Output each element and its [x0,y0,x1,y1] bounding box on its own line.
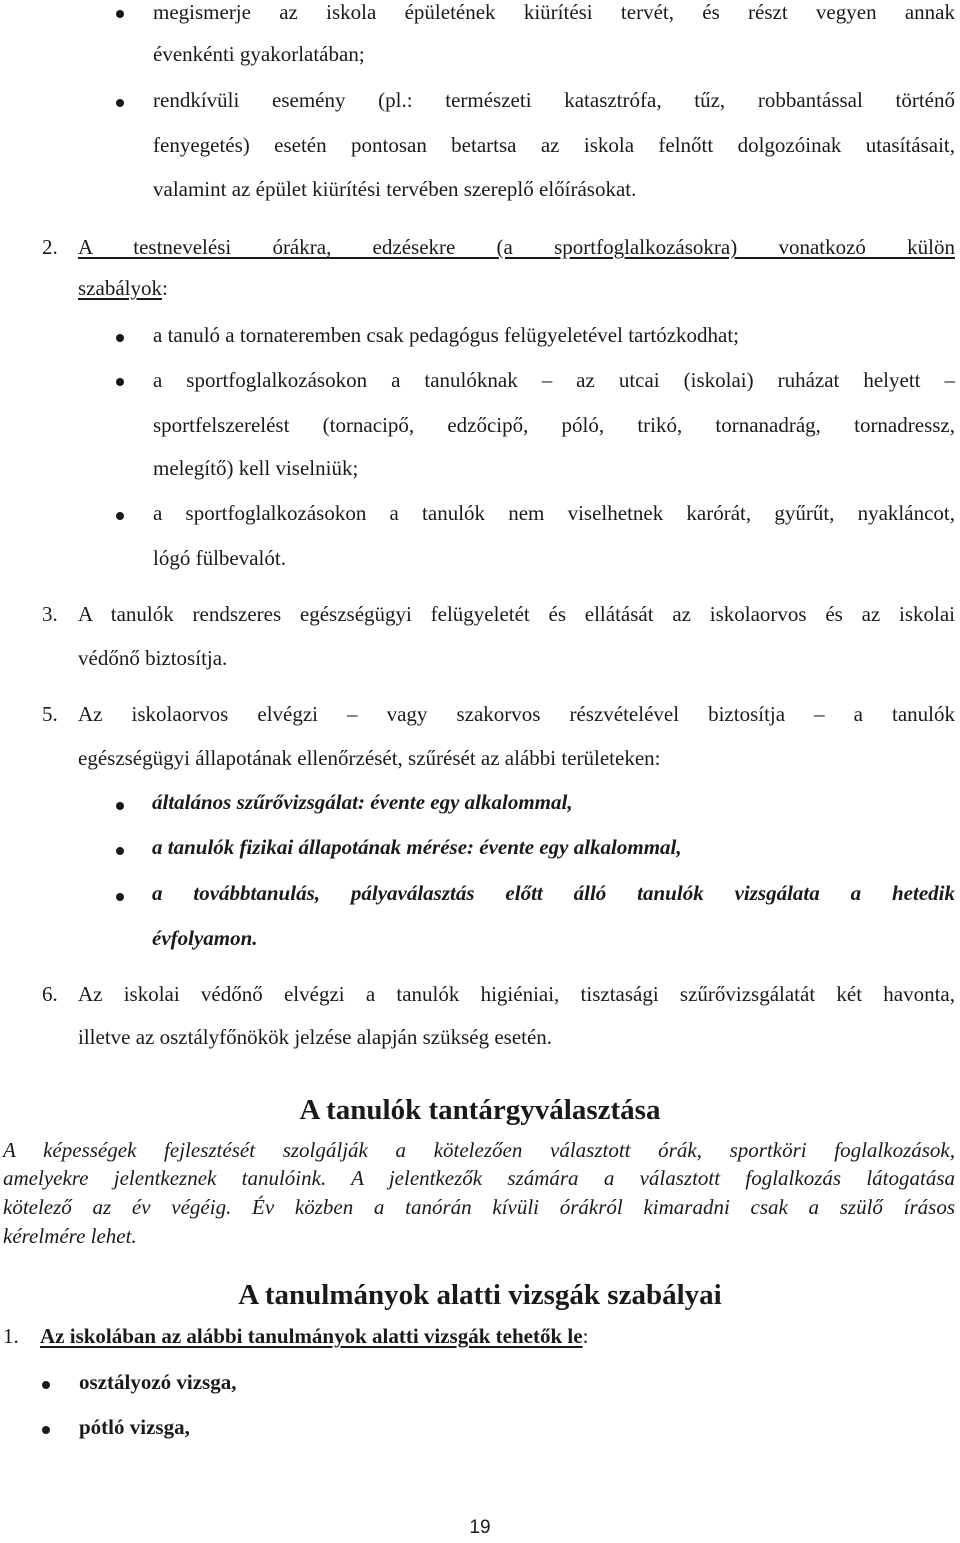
bullet-text: sportfelszerelést (tornacipő, edzőcipő, póló, trikó, tornanadrág, tornadressz, [153,413,955,437]
section-number: 5. [42,702,58,726]
bullet-text: évenkénti gyakorlatában; [153,42,365,66]
section-number: 6. [42,982,58,1006]
list-number: 1. [3,1324,19,1348]
list-item-heading: Az iskolában az alábbi tanulmányok alatti vizsgák tehetők le [40,1324,583,1348]
paragraph-text: kötelező az év végéig. Év közben a tanórán kívüli órákról kimaradni csak a szülő írásos [3,1195,955,1219]
bullet-icon [116,99,124,107]
bullet-icon [42,1426,50,1434]
bullet-icon [116,802,124,810]
colon: : [161,276,168,300]
paragraph-text: A tanulók rendszeres egészségügyi felügyeletét és ellátását az iskolaorvos és az iskolai [78,602,955,626]
section-number: 3. [42,602,58,626]
paragraph-text: amelyekre jelentkeznek tanulóink. A jelentkezők számára a választott foglalkozás látogatása [3,1166,955,1190]
bullet-text: melegítő) kell viselniük; [153,456,359,480]
colon: : [582,1324,589,1348]
paragraph-text: kérelmére lehet. [3,1224,137,1248]
bullet-text: rendkívüli esemény (pl.: természeti katasztrófa, tűz, robbantással történő [153,88,955,112]
bullet-text: pótló vizsga, [79,1415,190,1439]
bullet-text: valamint az épület kiürítési tervében szereplő előírásokat. [153,177,637,201]
bullet-icon [116,847,124,855]
paragraph-text: illetve az osztályfőnökök jelzése alapján szükség esetén. [78,1025,553,1049]
section-heading: A testnevelési órákra, edzésekre (a sportfoglalkozásokra) vonatkozó külön [78,235,955,259]
paragraph-text: A képességek fejlesztését szolgálják a kötelezően választott órák, sportköri foglalkozások, [3,1138,955,1162]
section-heading-cont [78,276,168,301]
paragraph-text: Az iskolai védőnő elvégzi a tanulók higiéniai, tisztasági szűrővizsgálatát két havonta, [78,982,955,1006]
paragraph-text: Az iskolaorvos elvégzi – vagy szakorvos részvételével biztosítja – a tanulók [78,702,955,726]
bullet-icon [116,378,124,386]
bullet-text: a továbbtanulás, pályaválasztás előtt álló tanulók vizsgálata a hetedik [152,881,955,905]
paragraph-text: védőnő biztosítja. [78,646,228,670]
section-title: A tanulók tantárgyválasztása [299,1094,661,1126]
bullet-text: a sportfoglalkozásokon a tanulóknak – az utcai (iskolai) ruházat helyett – [153,368,955,392]
bullet-text: lógó fülbevalót. [153,546,286,570]
section-number: 2. [42,235,58,259]
bullet-text: fenyegetés) esetén pontosan betartsa az iskola felnőtt dolgozóinak utasításait, [153,133,955,157]
list-item [40,1324,588,1349]
page-number: 19 [469,1517,491,1538]
bullet-icon [116,10,124,18]
paragraph-text: egészségügyi állapotának ellenőrzését, szűrését az alábbi területeken: [78,746,661,770]
section-title: A tanulmányok alatti vizsgák szabályai [238,1279,722,1311]
bullet-icon [116,334,124,342]
bullet-text: osztályozó vizsga, [79,1370,237,1394]
bullet-text: a tanulók fizikai állapotának mérése: évente egy alkalommal, [152,835,682,859]
bullet-text: a sportfoglalkozásokon a tanulók nem viselhetnek karórát, gyűrűt, nyakláncot, [153,501,955,525]
bullet-icon [116,893,124,901]
section-heading-word: szabályok [78,276,162,300]
bullet-icon [116,512,124,520]
bullet-text: a tanuló a tornateremben csak pedagógus felügyeletével tartózkodhat; [153,323,740,347]
bullet-text: évfolyamon. [152,926,258,950]
bullet-text: általános szűrővizsgálat: évente egy alkalommal, [152,790,573,814]
bullet-text: megismerje az iskola épületének kiürítési tervét, és részt vegyen annak [153,0,955,24]
bullet-icon [42,1381,50,1389]
